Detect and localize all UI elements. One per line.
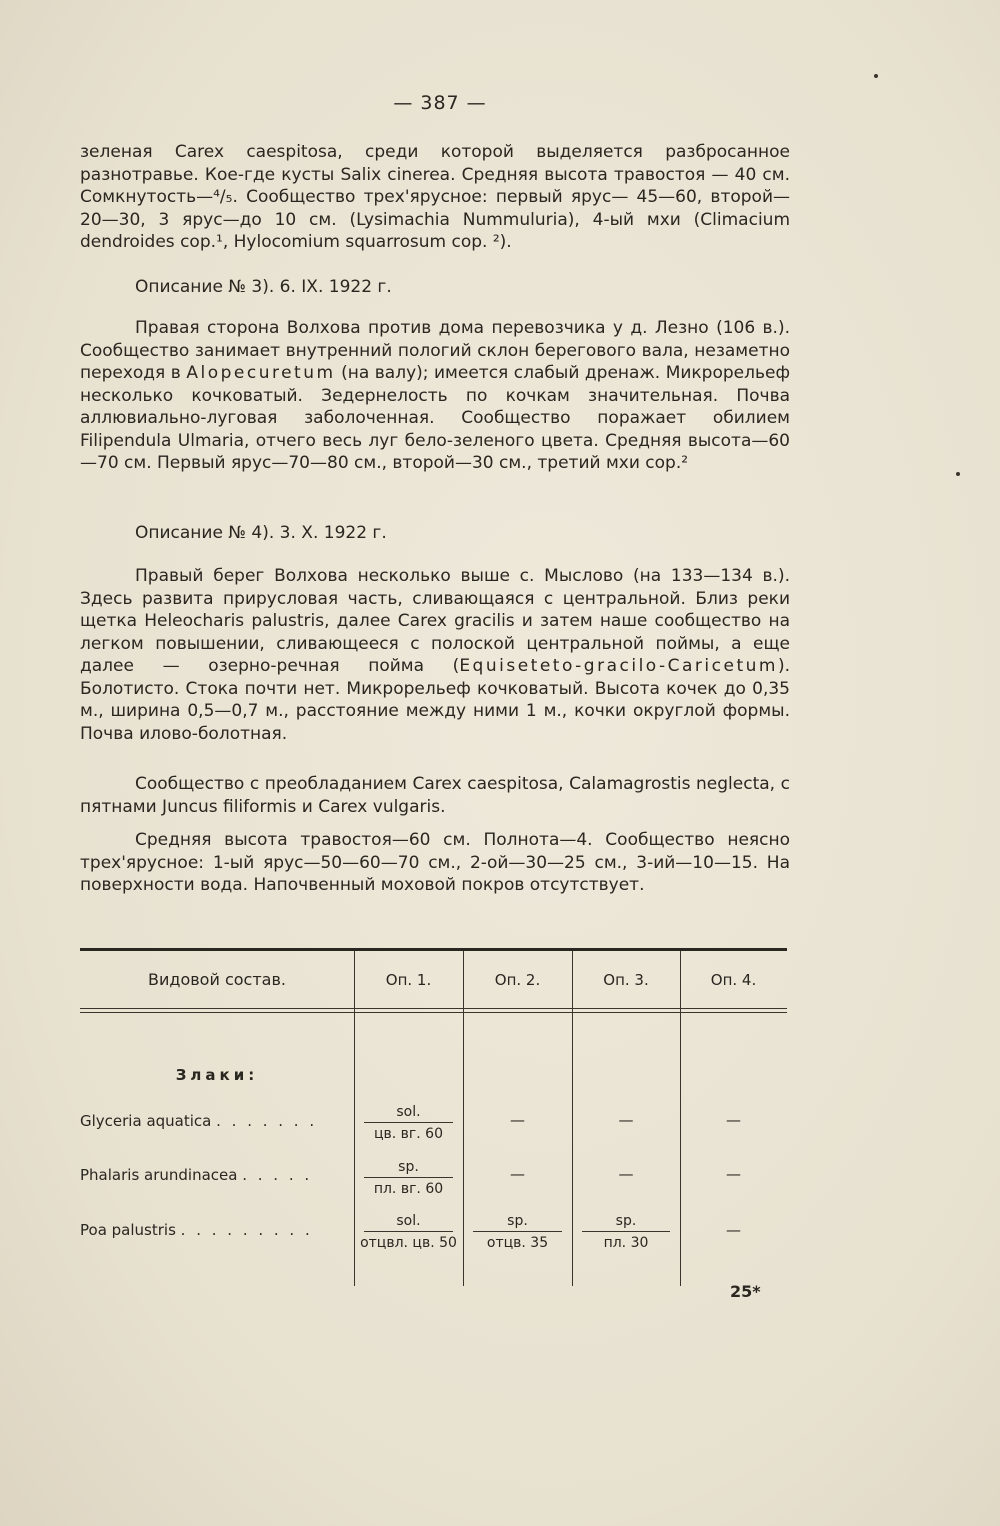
table-cell-op3: — xyxy=(618,1111,634,1129)
table-cell-op1 xyxy=(358,1157,459,1200)
paragraph-2 xyxy=(80,317,790,475)
heading-description-4: Описание № 4). 3. X. 1922 г. xyxy=(135,523,387,543)
table-header-op1: Оп. 1. xyxy=(385,970,432,989)
spaced-term-alopecuretum: Alopecuretum xyxy=(186,363,336,383)
table-cell-op2: — xyxy=(510,1111,525,1129)
paragraph-5: Средняя высота травостоя—60 см. Полнота—4. Сообщество неясно трех'ярусное: 1-ый ярус—50—60—70 см., 2-ой—30—25 см., 3-ий—10—15. На поверхности вода. Напочвенный моховой покров отсутствует. xyxy=(80,830,790,895)
table-row-species xyxy=(80,1112,348,1130)
table-cell-op4: — xyxy=(726,1221,741,1239)
species-table xyxy=(80,948,787,1288)
table-header-op4: Оп. 4. xyxy=(710,970,757,989)
table-cell-op4: — xyxy=(726,1111,741,1129)
leader-dots: . . . . . xyxy=(242,1166,313,1184)
cell-abundance: sol. xyxy=(396,1104,421,1120)
table-cell-op2: — xyxy=(510,1165,525,1183)
paragraph-4-block xyxy=(80,773,790,818)
paragraph-2-part-b: (на валу); имеется слабый дренаж. Микрорельеф несколько кочковатый. Зедернелость по кочкам значительная. Почва аллювиально-луговая заболоченная. Сообщество поражает обилием Filipendula Ulmaria, отчего весь луг бело-зеленого цвета. Средняя высота—60—70 см. Первый ярус—70—80 см., второй—30 см., третий мхи cop.² xyxy=(80,363,790,473)
table-cell-op4: — xyxy=(726,1165,741,1183)
paragraph-2-part-a: Правая сторона Волхова против дома перевозчика у д. Лезно (106 в.). Сообщество занимает внутренний пологий склон берегового вала, незаметно переходя в xyxy=(80,318,790,383)
paragraph-3 xyxy=(80,565,790,745)
table-cell-op3: — xyxy=(618,1165,634,1183)
species-name: Glyceria aquatica xyxy=(80,1112,212,1130)
paragraph-5-block xyxy=(80,829,790,897)
paragraph-continuation xyxy=(80,141,790,254)
cell-abundance: sol. xyxy=(396,1213,421,1229)
paragraph-1: зеленая Carex caespitosa, среди которой выделяется разбросанное разнотравье. Кое-где кусты Salix cinerea. Средняя высота травостоя — 40 см. Сомкнутость—⁴/₅. Сообщество трех'ярусное: первый ярус— 45—60, второй—20—30, 3 ярус—до 10 см. (Lysimachia Nummuluria), 4-ый мхи (Climacium dendroides cop.¹, Hylocomium squarrosum cop. ²). xyxy=(80,142,790,252)
species-name: Phalaris arundinacea xyxy=(80,1166,238,1184)
table-row-species xyxy=(80,1166,348,1184)
table-cell-op2 xyxy=(467,1211,568,1254)
table-group-label: Злаки: xyxy=(175,1066,259,1084)
table-cell-op1 xyxy=(358,1102,459,1145)
paper-speck xyxy=(874,74,878,78)
paragraph-3-block xyxy=(80,565,790,745)
paper-speck xyxy=(956,472,960,476)
spaced-term-caricetum: Equiseteto-gracilo-Caricetum xyxy=(459,656,778,676)
cell-detail: цв. вг. 60 xyxy=(373,1126,443,1142)
leader-dots: . . . . . . . xyxy=(216,1112,318,1130)
cell-abundance: sp. xyxy=(615,1213,637,1229)
cell-abundance: sp. xyxy=(507,1213,528,1229)
paragraph-3-part-b: ). Болотисто. Стока почти нет. Микрорельеф кочковатый. Высота кочек до 0,35 м., ширина 0,5—0,7 м., расстояние между ними 1 м., кочки округлой формы. Почва илово-болотная. xyxy=(80,656,790,744)
cell-detail: отцв. 35 xyxy=(486,1235,549,1251)
cell-detail: пл. вг. 60 xyxy=(373,1181,444,1197)
table-cell-op3 xyxy=(576,1211,676,1254)
paragraph-3-part-a: Правый берег Волхова несколько выше с. Мыслово (на 133—134 в.). Здесь развита прирусловая часть, сливающаяся с центральной. Близ реки щетка Heleocharis palustris, далее Carex gracilis и затем наше сообщество на легком повышении, сливающееся с полоской центральной поймы, а еще далее — озерно-речная пойма ( xyxy=(80,566,790,676)
species-name: Poa palustris xyxy=(80,1221,176,1239)
printer-signature: 25* xyxy=(730,1282,761,1301)
cell-detail: отцвл. цв. 50 xyxy=(360,1235,457,1251)
heading-description-3: Описание № 3). 6. IX. 1922 г. xyxy=(135,277,392,297)
table-row-species xyxy=(80,1221,348,1239)
table-cell-op1 xyxy=(358,1211,459,1254)
paragraph-4: Сообщество с преобладанием Carex caespitosa, Calamagrostis neglecta, с пятнами Juncus filiformis и Carex vulgaris. xyxy=(80,774,790,817)
table-header-op3: Оп. 3. xyxy=(603,970,649,989)
table-header-species: Видовой состав. xyxy=(148,970,286,989)
leader-dots: . . . . . . . . . xyxy=(180,1221,313,1239)
table-header-op2: Оп. 2. xyxy=(494,970,541,989)
cell-abundance: sp. xyxy=(398,1159,419,1175)
paragraph-2-block xyxy=(80,317,790,475)
cell-detail: пл. 30 xyxy=(603,1235,649,1251)
page-number: — 387 — xyxy=(393,92,487,114)
